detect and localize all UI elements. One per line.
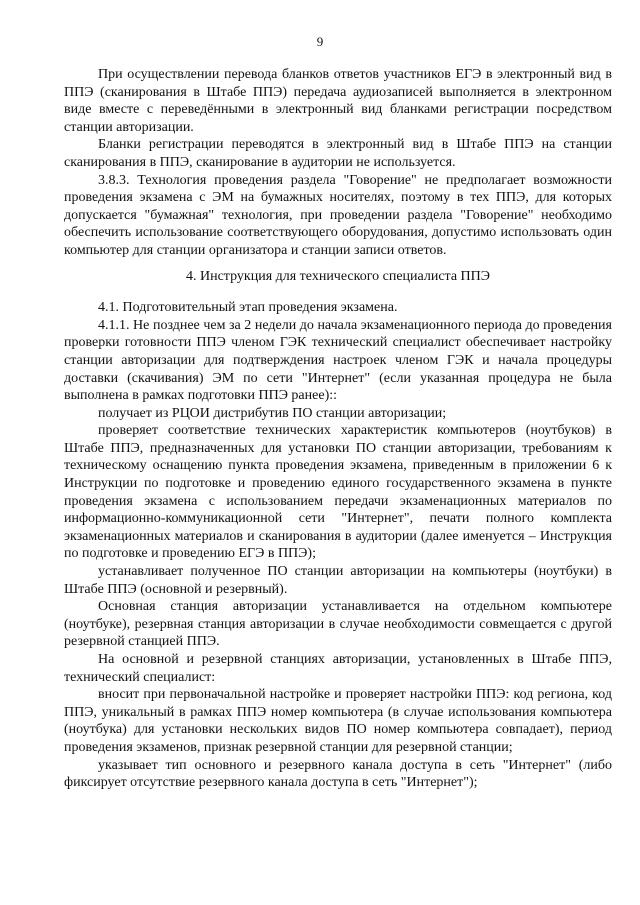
- paragraph-4-1: 4.1. Подготовительный этап проведения экзамена.: [98, 300, 398, 316]
- list-item-receives-distributive: получает из РЦОИ дистрибутив ПО станции авторизации;: [98, 405, 447, 421]
- paragraph-4-1-1: 4.1.1. Не позднее чем за 2 недели до начала экзаменационного периода до проведения проверки готовности ППЭ членом ГЭК технический специалист обеспечивает настройку станции авторизации для подтверждения настроек членом ГЭК и начала процедуры доставки (скачивания) ЭМ по сети "Интернет" (если указанная процедура не была выполнена в рамках подготовки ППЭ ранее)::: [64, 317, 612, 404]
- section-heading: 4. Инструкция для технического специалиста ППЭ: [185, 268, 491, 284]
- paragraph-3-8-3: 3.8.3. Технология проведения раздела "Говорение" не предполагает возможности проведения экзамена с ЭМ на бумажных носителях, поэтому в тех ППЭ, для которых допускается "бумажная" технология, при проведении раздела "Говорение" необходимо обеспечить использование соответствующего оборудования, допустимо использовать один компьютер для станции организатора и станции записи ответов.: [64, 172, 612, 258]
- list-item-internet-channel: указывает тип основного и резервного канала доступа в сеть "Интернет" (либо фиксирует отсутствие резервного канала доступа в сеть "Интернет");: [64, 757, 612, 791]
- list-item-enters-settings: вносит при первоначальной настройке и проверяет настройки ППЭ: код региона, код ППЭ, уникальный в рамках ППЭ номер компьютера (в случае использования компьютера (ноутбука) для установки нескольких видов ПО номер компьютера совпадает), период проведения экзаменов, признак резервной станции для резервной станции;: [64, 687, 612, 755]
- paragraph-main-station: Основная станция авторизации устанавливается на отдельном компьютере (ноутбуке), резервная станция авторизации в случае необходимости совмещается с другой резервной станцией ППЭ.: [64, 599, 612, 650]
- document-body: [64, 66, 612, 792]
- page-number: 9: [316, 34, 324, 49]
- paragraph-tech-specialist: На основной и резервной станциях авторизации, установленных в Штабе ППЭ, технический специалист:: [64, 652, 612, 685]
- paragraph-transfer-audio: При осуществлении перевода бланков ответов участников ЕГЭ в электронный вид в ППЭ (сканирования в Штабе ППЭ) передача аудиозаписей выполняется в электронном виде вместе с переведёнными в электронный вид бланками регистрации посредством станции авторизации.: [64, 67, 612, 135]
- list-item-checks-hardware: проверяет соответствие технических характеристик компьютеров (ноутбуков) в Штабе ППЭ, предназначенных для установки ПО станции авторизации, требованиям к техническому оснащению пункта проведения экзамена, приведенным в приложении 6 к Инструкции по подготовке и проведению единого государственного экзамена в пункте проведения экзамена с использованием передачи экзаменационных материалов по информационно-коммуникационной сети "Интернет", печати полного комплекта экзаменационных материалов и сканирования в аудитории (далее именуется – Инструкция по подготовке и проведению ЕГЭ в ППЭ);: [64, 423, 612, 562]
- list-item-installs-software: устанавливает полученное ПО станции авторизации на компьютеры (ноутбуки) в Штабе ППЭ (основной и резервный).: [64, 564, 612, 597]
- paragraph-registration-forms: Бланки регистрации переводятся в электронный вид в Штабе ППЭ на станции сканирования в ППЭ, сканирование в аудитории не используется.: [64, 137, 612, 170]
